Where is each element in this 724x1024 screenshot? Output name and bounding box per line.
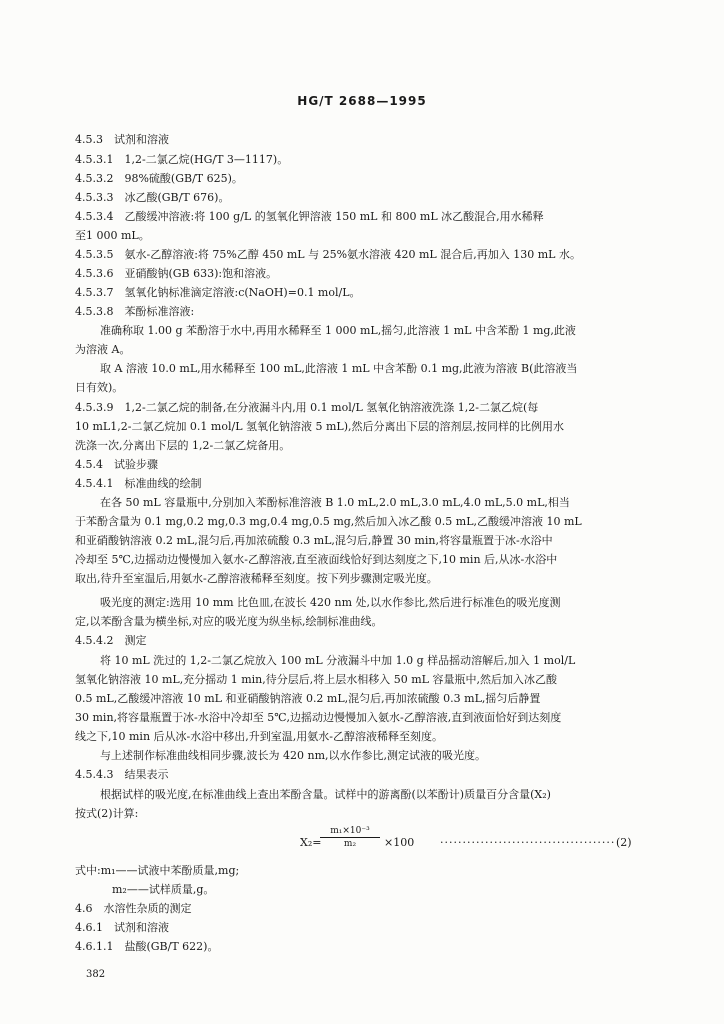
text-line: 线之下,10 min 后从冰-水浴中移出,升到室温,用氨水-乙醇溶液稀释至刻度。 bbox=[75, 730, 443, 743]
text-line: 4.5.3.9 1,2-二氯乙烷的制备,在分液漏斗内,用 0.1 mol/L 氢氧化钠溶液洗涤 1,2-二氯乙烷(每 bbox=[75, 401, 539, 414]
text-line: 至1 000 mL。 bbox=[75, 229, 150, 242]
text-line: 准确称取 1.00 g 苯酚溶于水中,再用水稀释至 1 000 mL,摇匀,此溶液 1 mL 中含苯酚 1 mg,此液 bbox=[100, 324, 576, 337]
text-line: 4.5.3.4 乙酸缓冲溶液:将 100 g/L 的氢氧化钾溶液 150 mL 和 800 mL 冰乙酸混合,用水稀释 bbox=[75, 210, 544, 223]
text-line: 洗涤一次,分离出下层的 1,2-二氯乙烷备用。 bbox=[75, 439, 291, 452]
text-line: 定,以苯酚含量为横坐标,对应的吸光度为纵坐标,绘制标准曲线。 bbox=[75, 615, 383, 628]
text-line: 吸光度的测定:选用 10 mm 比色皿,在波长 420 nm 处,以水作参比,然后进行标准色的吸光度测 bbox=[100, 596, 561, 609]
section-heading: 4.5.4.2 测定 bbox=[75, 634, 147, 647]
text-line: 日有效)。 bbox=[75, 381, 124, 394]
text-line: 氢氧化钠溶液 10 mL,充分摇动 1 min,待分层后,将上层水相移入 50 mL 容量瓶中,然后加入冰乙酸 bbox=[75, 673, 557, 686]
text-line: 4.5.3.6 亚硝酸钠(GB 633):饱和溶液。 bbox=[75, 267, 278, 280]
section-heading: 4.5.4.1 标准曲线的绘制 bbox=[75, 477, 202, 490]
text-line: 将 10 mL 洗过的 1,2-二氯乙烷放入 100 mL 分液漏斗中加 1.0 g 样品摇动溶解后,加入 1 mol/L bbox=[100, 654, 576, 667]
text-line: 根据试样的吸光度,在标准曲线上查出苯酚含量。试样中的游离酚(以苯酚计)质量百分含量(X₂) bbox=[100, 788, 551, 801]
section-heading: 4.5.3 试剂和溶液 bbox=[75, 133, 169, 146]
text-line: 冷却至 5℃,边摇动边慢慢加入氨水-乙醇溶液,直至液面线恰好到达刻度之下,10 min 后,从冰-水浴中 bbox=[75, 553, 558, 566]
document-header: HG/T 2688—1995 bbox=[297, 94, 427, 108]
text-line: 为溶液 A。 bbox=[75, 343, 131, 356]
text-line: 于苯酚含量为 0.1 mg,0.2 mg,0.3 mg,0.4 mg,0.5 mg,然后加入冰乙酸 0.5 mL,乙酸缓冲溶液 10 mL bbox=[75, 515, 582, 528]
text-line: 取 A 溶液 10.0 mL,用水稀释至 100 mL,此溶液 1 mL 中含苯酚 0.1 mg,此液为溶液 B(此溶液当 bbox=[100, 362, 578, 375]
section-heading: 4.5.4.3 结果表示 bbox=[75, 768, 169, 781]
text-line: 4.5.3.2 98%硫酸(GB/T 625)。 bbox=[75, 172, 243, 185]
text-line: 4.5.3.5 氨水-乙醇溶液:将 75%乙醇 450 mL 与 25%氨水溶液 420 mL 混合后,再加入 130 mL 水。 bbox=[75, 248, 581, 261]
section-heading: 4.6.1 试剂和溶液 bbox=[75, 921, 169, 934]
text-line: 式中:m₁——试液中苯酚质量,mg; bbox=[75, 864, 240, 877]
formula-denominator: m₂ bbox=[343, 839, 357, 849]
text-line: 4.5.3.3 冰乙酸(GB/T 676)。 bbox=[75, 191, 230, 204]
fraction-bar bbox=[320, 837, 380, 838]
formula-numerator: m₁×10⁻³ bbox=[330, 826, 370, 836]
text-line: 10 mL1,2-二氯乙烷加 0.1 mol/L 氢氧化钠溶液 5 mL),然后分离出下层的溶剂层,按同样的比例用水 bbox=[75, 420, 565, 433]
formula-lhs: X₂= bbox=[300, 836, 322, 849]
formula-2 bbox=[300, 826, 640, 860]
formula-multiplier: ×100 bbox=[384, 836, 415, 849]
section-heading: 4.6 水溶性杂质的测定 bbox=[75, 902, 192, 915]
text-line: 4.5.3.7 氢氧化钠标准滴定溶液:c(NaOH)=0.1 mol/L。 bbox=[75, 286, 361, 299]
text-line: 4.5.3.1 1,2-二氯乙烷(HG/T 3—1117)。 bbox=[75, 153, 289, 166]
text-line: 取出,待升至室温后,用氨水-乙醇溶液稀释至刻度。按下列步骤测定吸光度。 bbox=[75, 572, 438, 585]
text-line: m₂——试样质量,g。 bbox=[112, 883, 215, 896]
formula-leader-dots: ······································· bbox=[440, 836, 616, 849]
text-line: 4.6.1.1 盐酸(GB/T 622)。 bbox=[75, 940, 219, 953]
text-line: 0.5 mL,乙酸缓冲溶液 10 mL 和亚硝酸钠溶液 0.2 mL,混匀后,再加浓硫酸 0.3 mL,摇匀后静置 bbox=[75, 692, 541, 705]
section-heading: 4.5.4 试验步骤 bbox=[75, 458, 158, 471]
text-line: 与上述制作标准曲线相同步骤,波长为 420 nm,以水作参比,测定试液的吸光度。 bbox=[100, 749, 486, 762]
text-line: 和亚硝酸钠溶液 0.2 mL,混匀后,再加浓硫酸 0.3 mL,混匀后,静置 30 min,将容量瓶置于冰-水浴中 bbox=[75, 534, 553, 547]
formula-fraction bbox=[320, 826, 380, 849]
text-line: 30 min,将容量瓶置于冰-水浴中冷却至 5℃,边摇动边慢慢加入氨水-乙醇溶液,直到液面恰好到达刻度 bbox=[75, 711, 562, 724]
text-line: 4.5.3.8 苯酚标准溶液: bbox=[75, 305, 195, 318]
text-line: 在各 50 mL 容量瓶中,分别加入苯酚标准溶液 B 1.0 mL,2.0 mL,3.0 mL,4.0 mL,5.0 mL,相当 bbox=[100, 496, 570, 509]
page-number: 382 bbox=[86, 969, 106, 980]
equation-number: (2) bbox=[616, 836, 632, 849]
text-line: 按式(2)计算: bbox=[75, 807, 139, 820]
